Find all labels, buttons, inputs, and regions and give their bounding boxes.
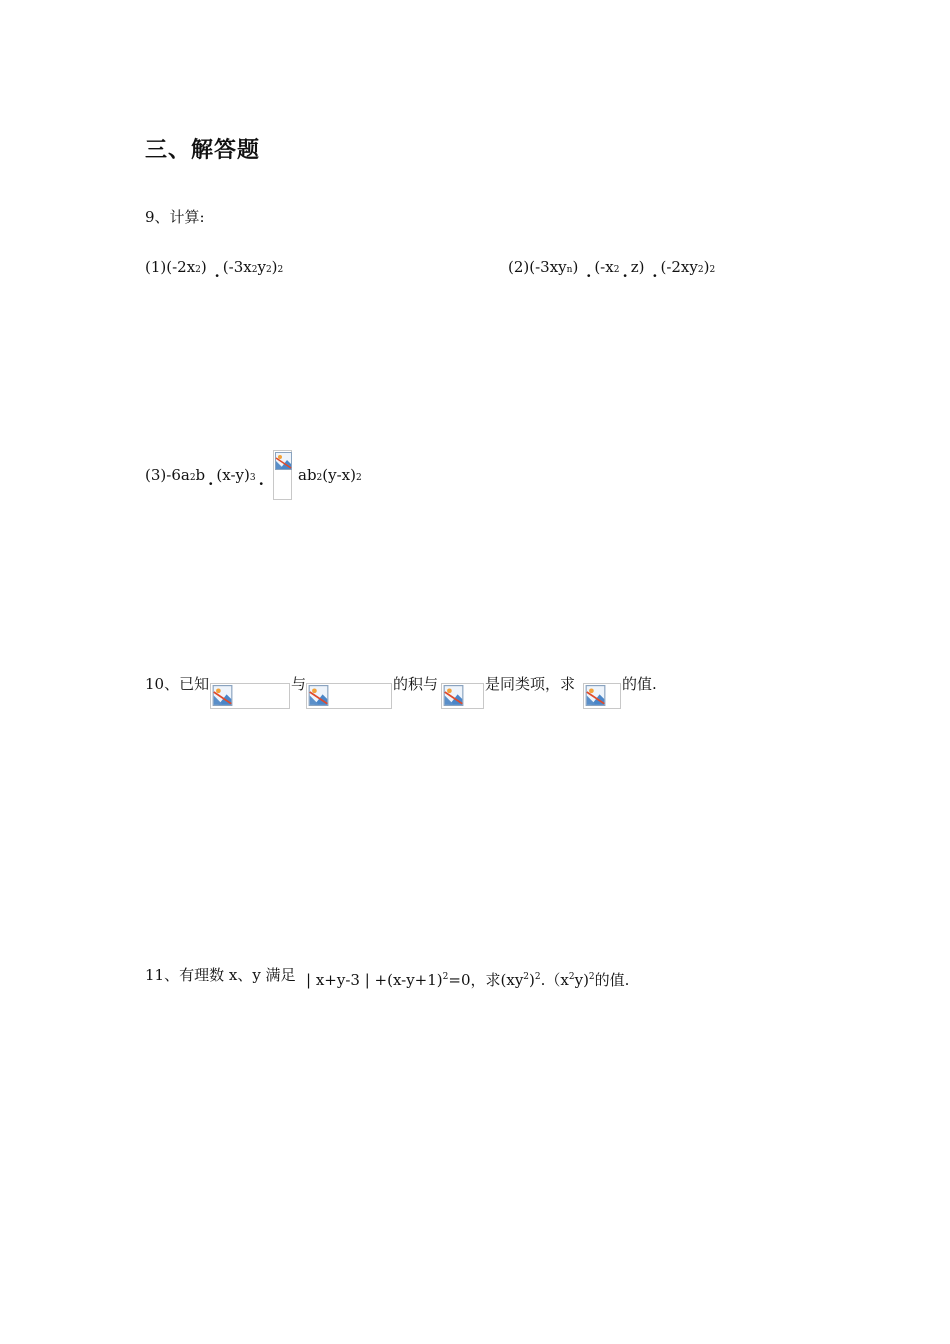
broken-image-icon — [308, 685, 329, 706]
broken-image-icon — [275, 452, 292, 470]
q9-p2-prefix: (2)(-3xy — [508, 258, 567, 276]
q11-text1: 11、有理数 x、y 满足 — [145, 966, 296, 984]
q11-text6: y) — [574, 971, 589, 989]
missing-image-icon — [441, 683, 484, 709]
q9-p2-dot2: . — [622, 263, 628, 281]
q10-text4: 是同类项，求 — [485, 675, 576, 693]
q9-p1-exp1: 2 — [195, 265, 201, 275]
q9-p1-exp4: 2 — [277, 265, 284, 275]
q9-part1 — [145, 258, 284, 281]
q9-part3-right — [298, 466, 362, 484]
q11-exp3: 2 — [534, 972, 541, 982]
q11-text4: ) — [529, 971, 535, 989]
q9-p3-exp1: 2 — [189, 473, 196, 483]
q10-text3: 的积与 — [393, 675, 439, 693]
q9-p2-dot1: . — [586, 263, 592, 281]
q9-p3-dot1: . — [208, 471, 214, 489]
q11-text3: =0，求(xy — [448, 971, 524, 989]
q9-p2-mid: ) — [572, 258, 579, 276]
q9-part3-left — [145, 466, 267, 489]
q9-p1-exp2: 2 — [251, 265, 258, 275]
q9-part2 — [508, 258, 716, 281]
missing-image-icon — [273, 450, 292, 500]
q9-p2-exp2: 2 — [613, 265, 620, 275]
q9-p2-exp4: 2 — [709, 265, 716, 275]
q9-p3-part5: (y-x) — [322, 466, 356, 484]
q9-p3-exp2: 3 — [249, 473, 256, 483]
q9-p1-part2: (-3x — [222, 258, 252, 276]
q9-p3-dot2: . — [258, 471, 264, 489]
q9-title: 9、计算: — [145, 208, 205, 226]
q11-exp2: 2 — [523, 972, 530, 982]
section-heading: 三、解答题 — [145, 138, 261, 163]
missing-image-icon — [210, 683, 290, 709]
q9-p1-prefix: (1)(-2x — [145, 258, 196, 276]
q9-p3-part3: (x-y) — [216, 466, 250, 484]
q9-p3-exp3: 2 — [316, 473, 323, 483]
q9-p2-dot3: . — [652, 263, 658, 281]
q9-p3-prefix: (3)-6a — [145, 466, 190, 484]
missing-image-icon — [306, 683, 392, 709]
broken-image-icon — [443, 685, 464, 706]
broken-image-icon — [212, 685, 233, 706]
q9-p3-part2: b — [195, 466, 206, 484]
q9-p1-part3: y — [257, 258, 266, 276]
q11-abs-expr: | x+y-3 | +(x-y+1) — [306, 971, 443, 989]
q10-text5: 的值. — [622, 675, 657, 693]
q11-equation — [306, 969, 629, 990]
q9-p2-exp3: 2 — [697, 265, 704, 275]
q9-p3-part4: ab — [298, 466, 317, 484]
q11-text7: 的值. — [594, 971, 630, 989]
q9-p2-exp1: n — [566, 265, 573, 275]
q9-p1-mid: ) — [200, 258, 207, 276]
q11-exp1: 2 — [442, 972, 449, 982]
q10-text2: 与 — [291, 675, 307, 693]
q11-exp5: 2 — [588, 972, 595, 982]
q11-text5: .（x — [540, 971, 569, 989]
missing-image-icon — [583, 683, 621, 709]
q9-p2-part4: (-2xy — [660, 258, 698, 276]
q9-p1-close: ) — [271, 258, 278, 276]
q11-exp4: 2 — [568, 972, 575, 982]
q9-p1-exp3: 2 — [265, 265, 272, 275]
q9-p1-dot: . — [214, 263, 220, 281]
q10-text1: 10、已知 — [145, 675, 210, 693]
q9-p2-close: ) — [703, 258, 710, 276]
broken-image-icon — [585, 685, 606, 706]
q9-p2-part2: (-x — [594, 258, 614, 276]
q9-p3-exp4: 2 — [356, 473, 362, 483]
q9-p2-part3: z) — [630, 258, 645, 276]
